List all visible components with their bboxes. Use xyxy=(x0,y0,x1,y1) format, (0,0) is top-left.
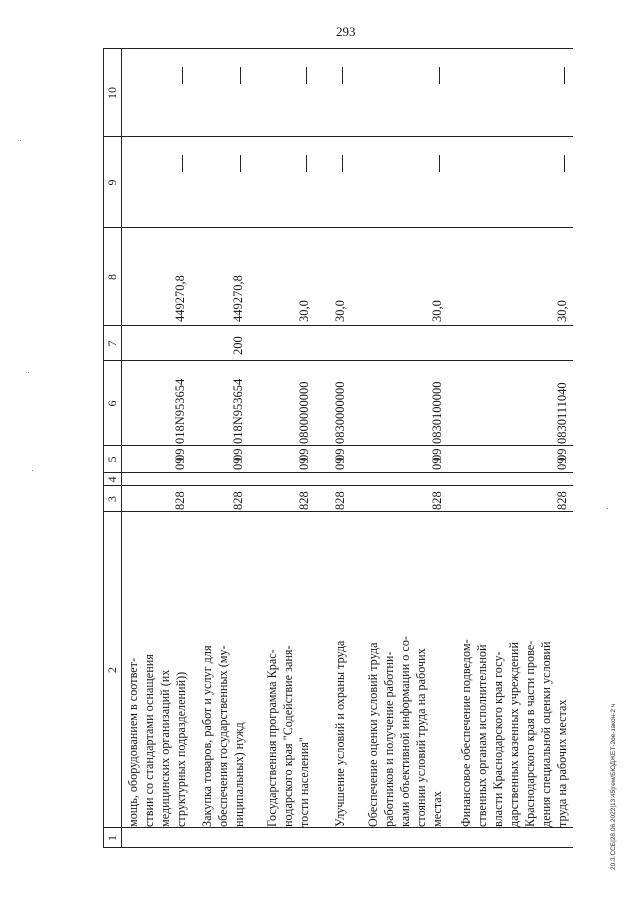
column-divider xyxy=(103,827,573,828)
table-border-left xyxy=(103,847,573,848)
column-header-3: 3 xyxy=(105,496,119,502)
budget-table xyxy=(103,48,573,848)
description-line: Обеспечение оценки условий труда xyxy=(366,642,380,827)
cell-ministry-code: 828 xyxy=(173,491,187,510)
description-line: ниципальных) нужд xyxy=(232,722,246,827)
column-divider xyxy=(103,511,573,512)
column-divider xyxy=(103,325,573,326)
cell-section: 09 xyxy=(333,457,347,470)
description-line: Государственная программа Крас- xyxy=(265,649,279,827)
description-line: стоянии условий труда на рабочих xyxy=(414,648,428,827)
cell-amount: 30,0 xyxy=(555,300,569,322)
description-line: ственных органам исполнительной xyxy=(475,644,489,827)
description-line: дарственных казенных учреждений xyxy=(507,642,521,827)
cell-section: 09 xyxy=(173,457,187,470)
description-line: мощь, оборудованием в соответ- xyxy=(126,657,140,827)
description-line: Краснодарского края в части прове- xyxy=(523,640,537,827)
scan-speck xyxy=(28,372,29,373)
table-border-right xyxy=(103,48,573,49)
table-row-description xyxy=(199,513,247,827)
cell-target-article: 0830100000 xyxy=(430,381,444,444)
description-line: местах xyxy=(430,791,444,827)
column-header-9: 9 xyxy=(105,179,119,186)
scan-speck xyxy=(607,508,608,509)
table-row-description xyxy=(332,513,348,827)
description-line: нодарского края "Содействие заня- xyxy=(281,645,295,827)
cell-amount: 449270,8 xyxy=(231,275,245,322)
cell-target-article: 018N953654 xyxy=(173,378,187,444)
cell-dash xyxy=(240,155,241,172)
column-header-6: 6 xyxy=(105,400,119,407)
scan-speck xyxy=(20,140,21,141)
description-line: тости населения" xyxy=(297,737,311,827)
cell-ministry-code: 828 xyxy=(333,491,347,510)
column-header-4: 4 xyxy=(105,476,119,483)
column-header-1: 1 xyxy=(105,835,119,841)
description-line: работников и получение работни- xyxy=(382,651,396,827)
cell-section: 09 xyxy=(430,457,444,470)
cell-dash xyxy=(240,67,241,84)
cell-ministry-code: 828 xyxy=(555,491,569,510)
description-line: Улучшение условий и охраны труда xyxy=(333,640,347,827)
cell-dash xyxy=(564,67,565,84)
description-line: ствии со стандартами оснащения xyxy=(142,654,156,827)
document-footer-code: 20.3.ССБ|28.06.2022|13:45|гем/БЮДЖЕТ-2ое-закон-2 ч xyxy=(610,703,617,870)
column-header-2: 2 xyxy=(105,667,119,673)
column-header-5: 5 xyxy=(105,456,119,463)
cell-amount: 30,0 xyxy=(297,300,311,322)
cell-subsection: 09 xyxy=(430,448,444,461)
cell-subsection: 09 xyxy=(173,448,187,461)
cell-subsection: 09 xyxy=(555,448,569,461)
table-row-description xyxy=(264,513,312,827)
table-row-description xyxy=(458,513,570,827)
cell-dash xyxy=(306,155,307,172)
description-line: структурных подразделений)) xyxy=(174,671,188,827)
column-header-7: 7 xyxy=(105,340,119,347)
cell-section: 09 xyxy=(297,457,311,470)
cell-amount: 30,0 xyxy=(430,300,444,322)
cell-dash xyxy=(564,155,565,172)
column-header-8: 8 xyxy=(105,274,119,280)
cell-ministry-code: 828 xyxy=(231,491,245,510)
cell-section: 09 xyxy=(231,457,245,470)
cell-target-article: 0830111040 xyxy=(555,382,569,444)
cell-subsection: 09 xyxy=(231,448,245,461)
description-line: труда на рабочих местах xyxy=(555,699,569,827)
cell-target-article: 018N953654 xyxy=(231,378,245,444)
cell-subsection: 09 xyxy=(297,448,311,461)
description-line: обеспечения государственных (му- xyxy=(216,645,230,827)
cell-ministry-code: 828 xyxy=(297,491,311,510)
cell-amount: 449270,8 xyxy=(173,275,187,322)
table-row-description xyxy=(125,513,189,827)
column-divider xyxy=(103,472,573,473)
cell-dash xyxy=(182,67,183,84)
cell-expense-type: 200 xyxy=(231,336,245,355)
cell-target-article: 0830000000 xyxy=(333,381,347,444)
cell-dash xyxy=(342,67,343,84)
scan-speck xyxy=(32,470,33,471)
column-header-10: 10 xyxy=(105,87,119,99)
column-divider xyxy=(103,227,573,228)
table-row-description xyxy=(365,513,445,827)
cell-dash xyxy=(182,155,183,172)
cell-dash xyxy=(306,67,307,84)
description-line: дения специальной оценки условий xyxy=(539,641,553,827)
cell-target-article: 0800000000 xyxy=(297,381,311,444)
cell-dash xyxy=(439,67,440,84)
column-divider xyxy=(103,360,573,361)
cell-amount: 30,0 xyxy=(333,300,347,322)
column-divider xyxy=(103,485,573,486)
cell-section: 09 xyxy=(555,457,569,470)
column-divider xyxy=(103,445,573,446)
description-line: ками объективной информации о со- xyxy=(398,636,412,827)
page-number: 293 xyxy=(336,24,356,39)
cell-ministry-code: 828 xyxy=(430,491,444,510)
column-divider xyxy=(103,136,573,137)
description-line: Закупка товаров, работ и услуг для xyxy=(200,645,214,827)
cell-dash xyxy=(439,155,440,172)
cell-subsection: 09 xyxy=(333,448,347,461)
cell-dash xyxy=(342,155,343,172)
header-divider xyxy=(121,48,122,848)
description-line: власти Краснодарского края госу- xyxy=(491,651,505,827)
description-line: Финансовое обеспечение подведом- xyxy=(459,639,473,827)
description-line: медицинских организаций (их xyxy=(158,669,172,827)
